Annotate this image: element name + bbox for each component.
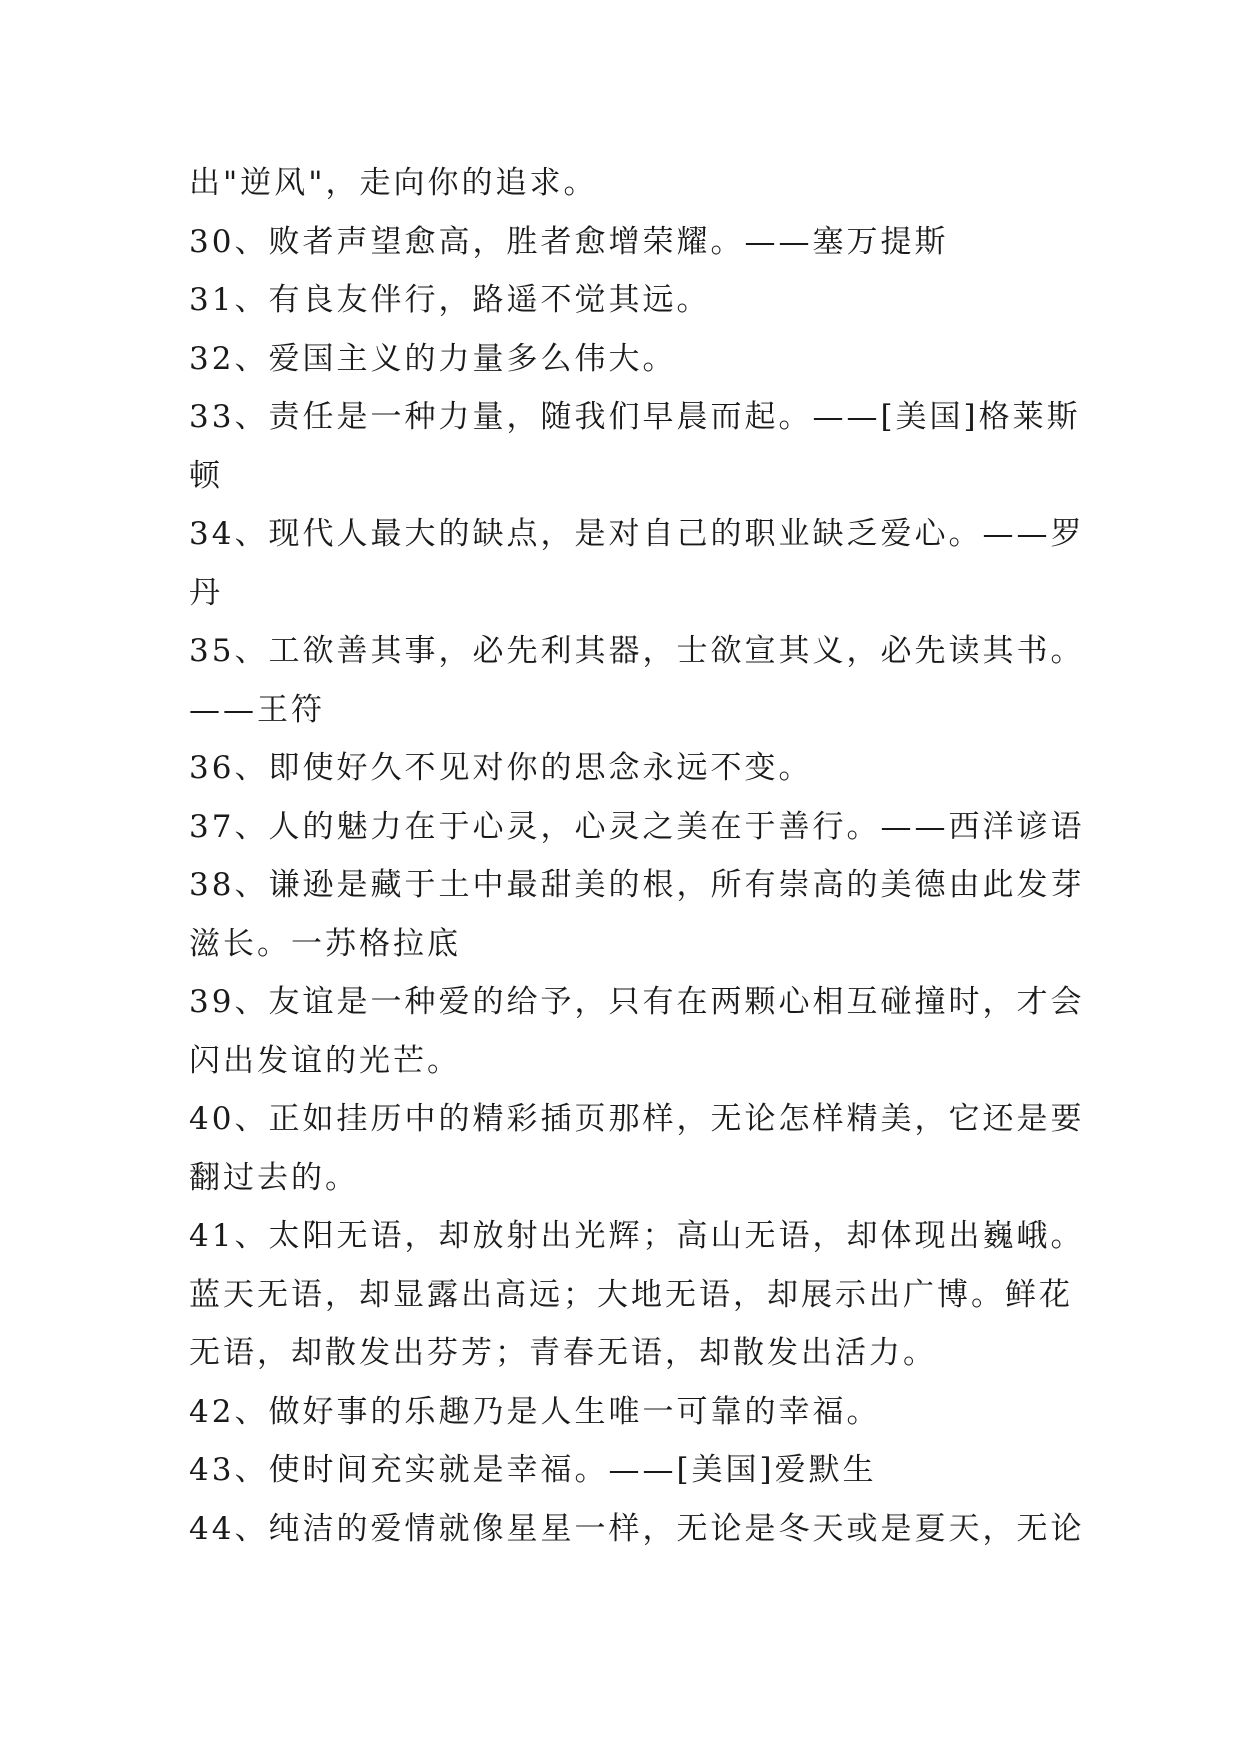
text-line: 出"逆风"，走向你的追求。: [189, 165, 598, 201]
text-line: 34、现代人最大的缺点，是对自己的职业缺乏爱心。——罗: [189, 516, 1085, 552]
text-line: 41、太阳无语，却放射出光辉；高山无语，却体现出巍峨。: [189, 1218, 1085, 1254]
text-line: 43、使时间充实就是幸福。——[美国]爱默生: [189, 1452, 877, 1488]
text-line: 35、工欲善其事，必先利其器，士欲宣其义，必先读其书。: [189, 633, 1085, 669]
text-line: 36、即使好久不见对你的思念永远不变。: [189, 750, 813, 786]
text-line: 丹: [189, 574, 223, 611]
text-line: 37、人的魅力在于心灵，心灵之美在于善行。——西洋谚语: [189, 808, 1085, 845]
text-line: ——王符: [189, 691, 325, 728]
text-line: 44、纯洁的爱情就像星星一样，无论是冬天或是夏天，无论: [189, 1510, 1085, 1547]
text-line: 42、做好事的乐趣乃是人生唯一可靠的幸福。: [189, 1393, 881, 1430]
text-line: 38、谦逊是藏于土中最甜美的根，所有崇高的美德由此发芽: [189, 867, 1085, 903]
document-body: [189, 154, 1085, 1558]
text-line: 蓝天无语，却显露出高远；大地无语，却展示出广博。鲜花: [189, 1276, 1073, 1313]
text-line: 31、有良友伴行，路遥不觉其远。: [189, 282, 711, 318]
text-line: 40、正如挂历中的精彩插页那样，无论怎样精美，它还是要: [189, 1101, 1085, 1137]
text-line: 30、败者声望愈高，胜者愈增荣耀。——塞万提斯: [189, 223, 949, 260]
text-line: 顿: [189, 457, 223, 494]
text-line: 闪出发谊的光芒。: [189, 1042, 461, 1079]
text-line: 滋长。一苏格拉底: [189, 925, 461, 962]
text-line: 32、爱国主义的力量多么伟大。: [189, 340, 677, 377]
text-line: 33、责任是一种力量，随我们早晨而起。——[美国]格莱斯: [189, 399, 1081, 435]
text-line: 翻过去的。: [189, 1159, 359, 1196]
text-line: 无语，却散发出芬芳；青春无语，却散发出活力。: [189, 1335, 937, 1371]
text-line: 39、友谊是一种爱的给予，只有在两颗心相互碰撞时，才会: [189, 984, 1085, 1020]
